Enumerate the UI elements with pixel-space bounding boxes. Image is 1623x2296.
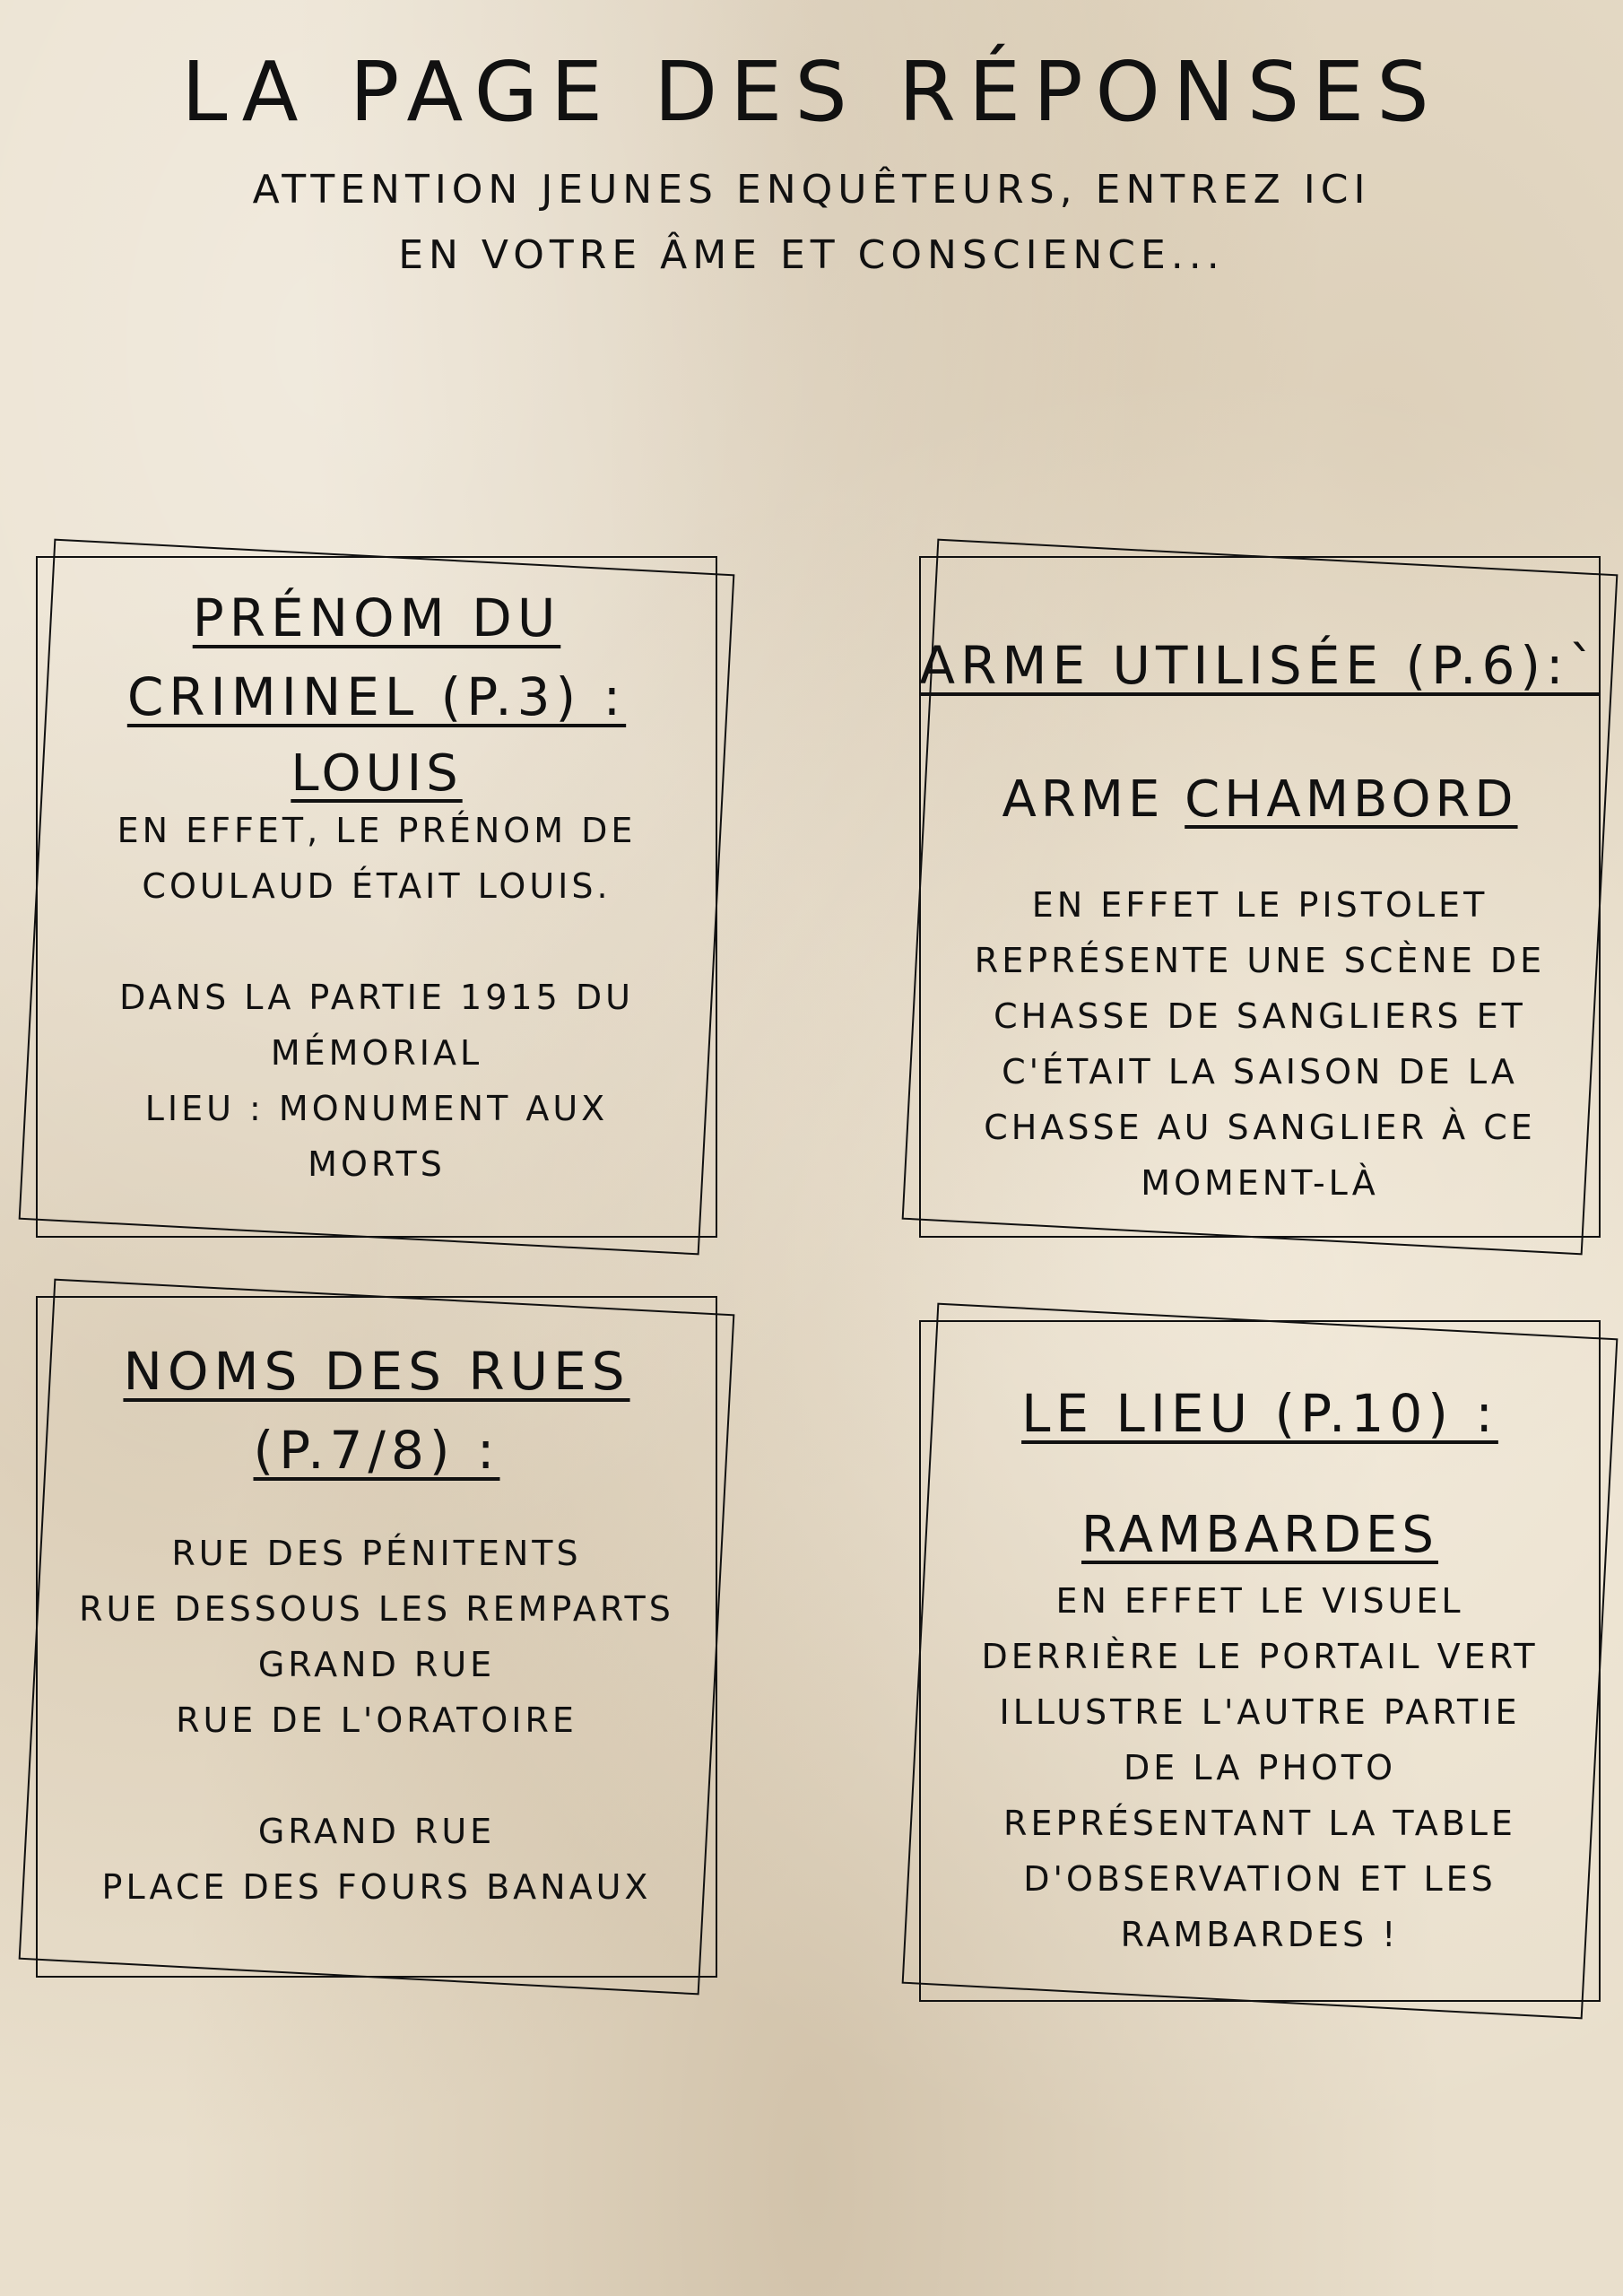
body-line: DERRIÈRE LE PORTAIL VERT: [981, 1637, 1539, 1676]
body-line: GRAND RUE: [257, 1645, 496, 1684]
card-answer: [919, 1500, 1601, 1571]
heading-line: LE LIEU (P.10) :: [1021, 1383, 1498, 1444]
body-line: MÉMORIAL: [270, 1033, 483, 1073]
subtitle-line-1: ATTENTION JEUNES ENQUÊTEURS, ENTREZ ICI: [252, 167, 1371, 213]
body-line: COULAUD ÉTAIT LOUIS.: [142, 866, 612, 906]
body-line: MOMENT-LÀ: [1141, 1163, 1379, 1203]
page-subtitle: [0, 157, 1623, 288]
body-line: CHASSE DE SANGLIERS ET: [994, 996, 1526, 1036]
subtitle-line-2: EN VOTRE ÂME ET CONSCIENCE...: [398, 232, 1225, 278]
card-noms-des-rues: [36, 1296, 717, 1978]
body-line: EN EFFET, LE PRÉNOM DE: [117, 811, 637, 850]
card-heading: [36, 1332, 717, 1490]
answer-text: RAMBARDES: [1081, 1506, 1438, 1564]
heading-line-2: (P.7/8) :: [253, 1420, 500, 1481]
answer-underlined: CHAMBORD: [1185, 770, 1518, 829]
answer-prefix: ARME: [1002, 770, 1165, 829]
body-line: REPRÉSENTE UNE SCÈNE DE: [974, 941, 1546, 980]
body-line: EN EFFET LE PISTOLET: [1031, 885, 1488, 925]
card-answer: [36, 738, 717, 810]
card-heading: [919, 1374, 1601, 1453]
body-line: C'ÉTAIT LA SAISON DE LA: [1002, 1052, 1518, 1091]
body-line: RUE DE L'ORATOIRE: [176, 1700, 577, 1740]
card-content: [36, 1296, 717, 1978]
body-line: DE LA PHOTO: [1124, 1748, 1396, 1787]
body-line: RUE DES PÉNITENTS: [171, 1534, 582, 1573]
card-heading: [36, 578, 717, 736]
body-line: DANS LA PARTIE 1915 DU: [119, 978, 634, 1017]
heading-line-2: CRIMINEL (P.3) :: [126, 666, 627, 727]
card-answer: [919, 764, 1601, 836]
card-arme-utilisee: [919, 556, 1601, 1238]
body-line: MORTS: [308, 1144, 446, 1184]
card-heading: [919, 626, 1601, 705]
page-title: LA PAGE DES RÉPONSES: [181, 44, 1442, 140]
heading-line: ARME UTILISÉE (P.6):`: [919, 635, 1601, 696]
body-line: PLACE DES FOURS BANAUX: [101, 1867, 652, 1907]
body-line: RAMBARDES !: [1120, 1915, 1400, 1954]
card-content: [919, 556, 1601, 1238]
heading-line-1: PRÉNOM DU: [192, 587, 561, 648]
card-prenom-criminel: [36, 556, 717, 1238]
body-line: CHASSE AU SANGLIER À CE: [984, 1108, 1536, 1147]
body-line: EN EFFET LE VISUEL: [1055, 1581, 1464, 1621]
body-line: D'OBSERVATION ET LES: [1023, 1859, 1497, 1899]
body-line: LIEU : MONUMENT AUX: [144, 1089, 609, 1128]
card-content: [919, 1320, 1601, 2002]
body-line: GRAND RUE: [257, 1812, 496, 1851]
body-line: RUE DESSOUS LES REMPARTS: [79, 1589, 674, 1629]
body-line: ILLUSTRE L'AUTRE PARTIE: [999, 1692, 1521, 1732]
body-line: REPRÉSENTANT LA TABLE: [1003, 1804, 1516, 1843]
answer-text: LOUIS: [291, 744, 463, 803]
card-le-lieu: [919, 1320, 1601, 2002]
card-content: [36, 556, 717, 1238]
heading-line-1: NOMS DES RUES: [123, 1341, 630, 1402]
